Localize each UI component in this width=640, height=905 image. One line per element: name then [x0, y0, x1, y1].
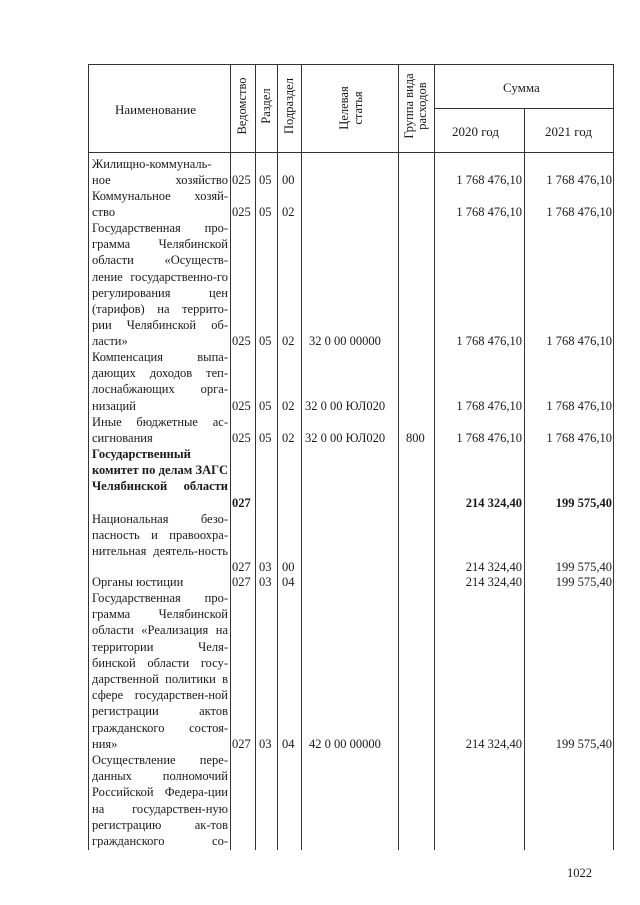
- row-sum-2021: 199 575,40: [555, 575, 612, 589]
- table-top-border: [88, 64, 614, 65]
- row-ved: 025: [232, 431, 251, 445]
- row-target: 42 0 00 00000: [309, 737, 381, 751]
- row-pr: 02: [282, 205, 295, 219]
- header-year-2020: 2020 год: [452, 124, 499, 139]
- row-pr: 02: [282, 334, 295, 348]
- col-border-rz: [277, 64, 278, 850]
- row-ved: 025: [232, 334, 251, 348]
- row-rz: 03: [259, 737, 272, 751]
- row-pr: 00: [282, 560, 295, 574]
- row-sum-2021: 199 575,40: [555, 737, 612, 751]
- row-sum-2021: 1 768 476,10: [546, 399, 612, 413]
- row-name: Коммунальное хозяй-ство: [92, 189, 228, 220]
- row-target: 32 0 00 ЮЛ020: [305, 399, 386, 413]
- row-pr: 00: [282, 173, 295, 187]
- row-ved: 025: [232, 205, 251, 219]
- row-name: Государственная про-грамма Челябинской области «Реализация на территории Челя-бинской области госу-дарственной политики в сфере государствен-ной регистрации актов гражданского состоя-ния»: [92, 591, 228, 751]
- row-name: Органы юстиции: [92, 575, 184, 589]
- row-rz: 05: [259, 205, 272, 219]
- header-gruppa: Группа вида расходов: [402, 73, 429, 139]
- row-rz: 03: [259, 560, 272, 574]
- row-sum-2021: 1 768 476,10: [546, 431, 612, 445]
- row-ved: 027: [232, 560, 251, 574]
- col-border-name: [230, 64, 231, 850]
- col-border-left: [88, 64, 89, 850]
- row-pr: 04: [282, 575, 295, 589]
- row-sum-2021: 1 768 476,10: [546, 334, 612, 348]
- row-ved: 027: [232, 575, 251, 589]
- col-border-vr: [434, 64, 435, 850]
- header-razdel: Раздел: [259, 88, 273, 124]
- row-target: 32 0 00 00000: [309, 334, 381, 348]
- row-sum-2021: 1 768 476,10: [546, 173, 612, 187]
- row-sum-2020: 1 768 476,10: [456, 173, 522, 187]
- row-expense-group: 800: [406, 431, 425, 445]
- row-name: Государственный комитет по делам ЗАГС Челябинской области: [92, 447, 228, 494]
- row-name: Жилищно-коммуналь-ное хозяйство: [92, 157, 228, 188]
- row-sum-2021: 199 575,40: [555, 496, 612, 510]
- row-ved: 025: [232, 173, 251, 187]
- row-sum-2020: 214 324,40: [465, 496, 522, 510]
- page-number: 1022: [567, 866, 592, 880]
- row-ved: 027: [232, 737, 251, 751]
- header-podrazdel: Подраздел: [282, 78, 296, 134]
- row-sum-2020: 214 324,40: [465, 737, 522, 751]
- row-pr: 04: [282, 737, 295, 751]
- col-border-year1: [524, 108, 525, 850]
- header-bottom-border: [88, 152, 614, 153]
- row-pr: 02: [282, 399, 295, 413]
- row-ved: 025: [232, 399, 251, 413]
- row-name: Иные бюджетные ас-сигнования: [92, 415, 228, 446]
- header-tselevaya: Целевая статья: [337, 86, 365, 130]
- col-border-cs: [398, 64, 399, 850]
- row-sum-2021: 1 768 476,10: [546, 205, 612, 219]
- row-name: Государственная про-грамма Челябинской области «Осуществ-ление государственно-го регулирования цен (тарифов) на террито-рии Челябинской об-ласти»: [92, 221, 228, 349]
- row-name: Национальная безо-пасность и правоохра-нительная деятель-ность: [92, 512, 228, 559]
- col-border-ved: [255, 64, 256, 850]
- row-sum-2020: 214 324,40: [465, 560, 522, 574]
- header-summa: Сумма: [503, 80, 540, 95]
- row-rz: 05: [259, 431, 272, 445]
- row-sum-2020: 1 768 476,10: [456, 205, 522, 219]
- row-rz: 05: [259, 173, 272, 187]
- row-pr: 02: [282, 431, 295, 445]
- row-rz: 03: [259, 575, 272, 589]
- col-border-pr: [301, 64, 302, 850]
- header-name: Наименование: [115, 102, 196, 117]
- row-sum-2021: 199 575,40: [555, 560, 612, 574]
- row-sum-2020: 1 768 476,10: [456, 431, 522, 445]
- row-name: Осуществление пере-данных полномочий Российской Федера-ции на государствен-ную регистрацию ак-тов гражданского со-: [92, 753, 228, 849]
- row-rz: 05: [259, 334, 272, 348]
- row-ved: 027: [232, 496, 251, 510]
- header-vedomstvo: Ведомство: [235, 77, 249, 135]
- row-name: Компенсация выпа-дающих доходов теп-лоснабжающих орга-низаций: [92, 350, 228, 413]
- row-rz: 05: [259, 399, 272, 413]
- col-border-right: [613, 64, 614, 850]
- row-target: 32 0 00 ЮЛ020: [305, 431, 386, 445]
- row-sum-2020: 1 768 476,10: [456, 399, 522, 413]
- header-year-2021: 2021 год: [545, 124, 592, 139]
- row-sum-2020: 214 324,40: [465, 575, 522, 589]
- row-sum-2020: 1 768 476,10: [456, 334, 522, 348]
